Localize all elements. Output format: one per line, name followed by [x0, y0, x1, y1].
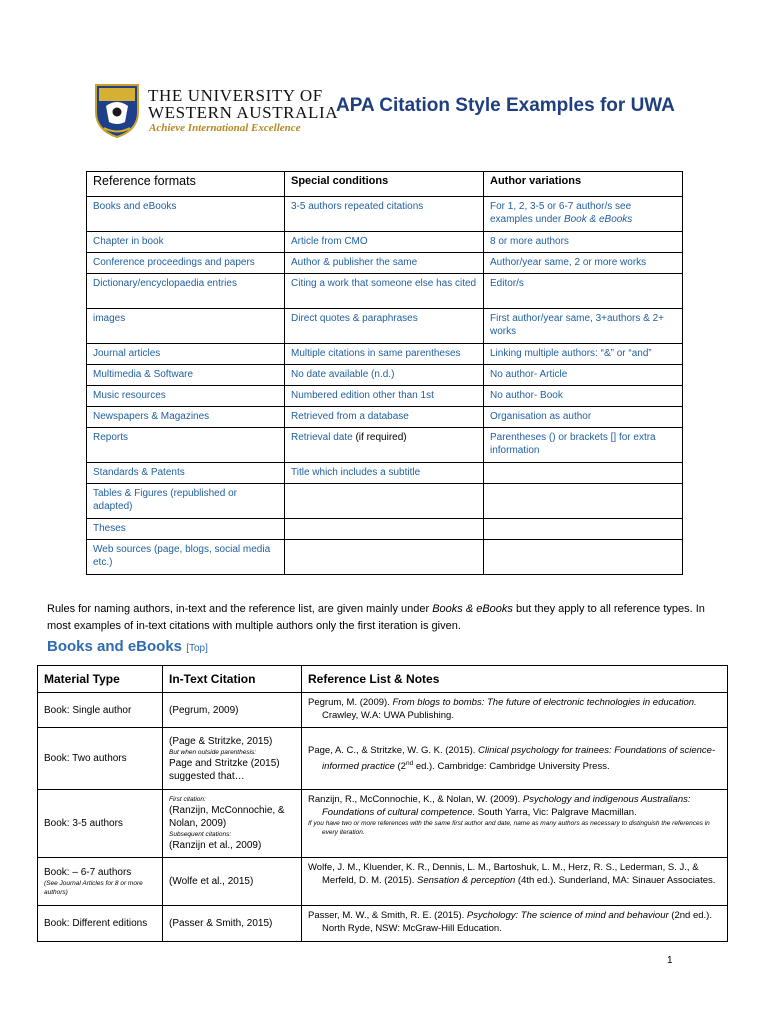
material-type-text: Book: – 6-7 authors — [44, 867, 132, 878]
table-row — [87, 309, 683, 344]
citation-text: (Page & Stritzke, 2015) — [169, 735, 273, 747]
reference-entry — [302, 693, 728, 728]
format-link[interactable]: Tables & Figures (republished or adapted) — [87, 484, 285, 519]
paragraph-italic-text: Books & eBooks — [432, 603, 513, 615]
table-row — [87, 365, 683, 386]
reference-title: Psychology: The science of mind and behaviour — [466, 910, 669, 921]
condition-link[interactable]: Article from CMO — [285, 232, 484, 253]
empty-cell — [285, 484, 484, 519]
table-row — [38, 790, 728, 858]
section-heading — [47, 638, 208, 655]
section-heading-text: Books and eBooks — [47, 638, 183, 655]
column-header: In-Text Citation — [163, 666, 302, 693]
table-header-row — [87, 172, 683, 197]
citation-note: But when outside parenthesis: — [169, 748, 257, 756]
in-text-citation: (Pegrum, 2009) — [163, 693, 302, 728]
reference-text: (4th ed.). Sunderland, MA: Sinauer Associates. — [515, 875, 716, 886]
table-row — [38, 858, 728, 906]
table-row — [87, 253, 683, 274]
table-row — [38, 693, 728, 728]
author-variation-link[interactable]: Author/year same, 2 or more works — [484, 253, 683, 274]
reference-entry — [302, 790, 728, 858]
format-link[interactable]: images — [87, 309, 285, 344]
empty-cell — [484, 463, 683, 484]
empty-cell — [484, 484, 683, 519]
author-variation-link[interactable]: No author- Book — [484, 386, 683, 407]
table-row — [87, 274, 683, 309]
condition-link[interactable]: Retrieved from a database — [285, 407, 484, 428]
material-type: Book: 3-5 authors — [38, 790, 163, 858]
reference-text: South Yarra, Vic: Palgrave Macmillan. — [475, 807, 637, 818]
paragraph-text: but they apply to all reference types. In most examples of in-text citations with multiple authors only the first iteration is given. — [47, 603, 705, 632]
format-link[interactable]: Standards & Patents — [87, 463, 285, 484]
material-type-note: (See Journal Articles for 8 or more authors) — [44, 880, 143, 896]
condition-link[interactable]: Numbered edition other than 1st — [285, 386, 484, 407]
reference-superscript: nd — [405, 759, 414, 767]
author-variation-link[interactable]: Linking multiple authors: “&” or “and” — [484, 344, 683, 365]
cell-text: For 1, 2, 3-5 or 6-7 author/s see examples under — [490, 201, 632, 225]
reference-title: From blogs to bombs: The future of electronic technologies in education. — [392, 697, 697, 708]
author-variation-link[interactable]: Parentheses () or brackets [] for extra information — [484, 428, 683, 463]
material-type: Book: Two authors — [38, 728, 163, 790]
citation-text: (Ranzijn, McConnochie, & Nolan, 2009) — [169, 805, 285, 829]
empty-cell — [484, 540, 683, 575]
paragraph-text: Rules for naming authors, in-text and the reference list, are given mainly under — [47, 603, 433, 615]
format-link[interactable]: Reports — [87, 428, 285, 463]
column-header: Material Type — [38, 666, 163, 693]
table-row — [87, 197, 683, 232]
table-row — [87, 232, 683, 253]
condition-link[interactable]: Title which includes a subtitle — [285, 463, 484, 484]
reference-text: (2nd ed.). North Ryde, NSW: McGraw-Hill Education. — [322, 910, 712, 934]
reference-text: ed.). Cambridge: Cambridge University Press. — [413, 761, 610, 773]
empty-cell — [484, 519, 683, 540]
reference-entry — [302, 728, 728, 790]
reference-title: Psychology and indigenous Australians: Foundations of cultural competence. — [322, 794, 691, 818]
format-link[interactable]: Journal articles — [87, 344, 285, 365]
reference-note: If you have two or more references with the same first author and date, name as many authors as necessary to distinguish the references in every iteration. — [308, 820, 710, 836]
reference-text: Passer, M. W., & Smith, R. E. (2015). — [308, 910, 467, 921]
in-text-citation — [163, 728, 302, 790]
table-row — [38, 728, 728, 790]
column-header: Reference formats — [87, 172, 285, 197]
reference-formats-table — [86, 171, 683, 575]
citation-text: Page and Stritzke (2015) suggested that… — [169, 757, 280, 782]
table-row — [87, 463, 683, 484]
format-link[interactable]: Newspapers & Magazines — [87, 407, 285, 428]
format-link[interactable]: Web sources (page, blogs, social media etc.) — [87, 540, 285, 575]
author-variation-link[interactable]: Editor/s — [484, 274, 683, 309]
document-title: APA Citation Style Examples for UWA — [336, 95, 675, 116]
format-link[interactable]: Chapter in book — [87, 232, 285, 253]
rules-paragraph — [47, 601, 727, 635]
reference-text: (2 — [394, 761, 406, 773]
format-link[interactable]: Music resources — [87, 386, 285, 407]
format-link[interactable]: Conference proceedings and papers — [87, 253, 285, 274]
reference-text: Wolfe, J. M., Kluender, K. R., Dennis, L. M., Bartoshuk, L. M., Herz, R. S., Lederman, S. J., & Merfeld, D. M. (2015). — [308, 862, 699, 886]
in-text-citation — [163, 790, 302, 858]
condition-link[interactable]: Direct quotes & paraphrases — [285, 309, 484, 344]
cell-italic-text: Book & eBooks — [563, 214, 633, 225]
author-variation-link[interactable] — [484, 197, 683, 232]
condition-link[interactable]: Author & publisher the same — [285, 253, 484, 274]
reference-title: Clinical psychology for trainees: Foundations of science-informed practice — [322, 744, 716, 773]
table-row — [87, 519, 683, 540]
in-text-citation: (Wolfe et al., 2015) — [163, 858, 302, 906]
top-link[interactable]: [Top] — [186, 643, 208, 654]
reference-text: Page, A. C., & Stritzke, W. G. K. (2015). — [308, 744, 479, 756]
cell-note-text: (if required) — [352, 432, 407, 443]
table-row — [87, 386, 683, 407]
table-row — [87, 484, 683, 519]
university-name-line2: WESTERN AUSTRALIA — [148, 103, 339, 122]
empty-cell — [285, 519, 484, 540]
condition-link[interactable] — [285, 428, 484, 463]
page-number: 1 — [667, 955, 673, 966]
column-header: Reference List & Notes — [302, 666, 728, 693]
reference-text: Crawley, W.A: UWA Publishing. — [322, 710, 454, 721]
author-variation-link[interactable]: 8 or more authors — [484, 232, 683, 253]
university-motto: Achieve International Excellence — [149, 122, 301, 134]
reference-text: Ranzijn, R., McConnochie, K., & Nolan, W. (2009). — [308, 794, 523, 805]
reference-entry — [302, 858, 728, 906]
empty-cell — [285, 540, 484, 575]
in-text-citation: (Passer & Smith, 2015) — [163, 906, 302, 942]
author-variation-link[interactable]: First author/year same, 3+authors & 2+ works — [484, 309, 683, 344]
table-row — [87, 407, 683, 428]
material-type: Book: Single author — [38, 693, 163, 728]
author-variation-link[interactable]: Organisation as author — [484, 407, 683, 428]
material-type: Book: Different editions — [38, 906, 163, 942]
university-crest-logo — [92, 82, 142, 138]
citation-note: First citation: — [169, 796, 206, 803]
format-link[interactable]: Theses — [87, 519, 285, 540]
table-row — [87, 428, 683, 463]
condition-link[interactable]: Multiple citations in same parentheses — [285, 344, 484, 365]
format-link[interactable]: Multimedia & Software — [87, 365, 285, 386]
university-name-line1: THE UNIVERSITY OF — [148, 86, 323, 105]
citation-text: (Ranzijn et al., 2009) — [169, 840, 262, 851]
books-citation-table — [37, 665, 728, 942]
reference-entry — [302, 906, 728, 942]
table-row — [87, 344, 683, 365]
citation-note: Subsequent citations: — [169, 831, 232, 838]
reference-text: Pegrum, M. (2009). — [308, 697, 393, 708]
table-header-row — [38, 666, 728, 693]
author-variation-link[interactable]: No author- Article — [484, 365, 683, 386]
format-link[interactable]: Books and eBooks — [87, 197, 285, 232]
reference-title: Sensation & perception — [417, 875, 516, 886]
material-type — [38, 858, 163, 906]
column-header: Special conditions — [285, 172, 484, 197]
format-link[interactable]: Dictionary/encyclopaedia entries — [87, 274, 285, 309]
condition-link[interactable]: Citing a work that someone else has cited — [285, 274, 484, 309]
condition-link[interactable]: 3-5 authors repeated citations — [285, 197, 484, 232]
condition-link[interactable]: No date available (n.d.) — [285, 365, 484, 386]
cell-text: Retrieval date — [291, 432, 353, 443]
table-row — [87, 540, 683, 575]
table-row — [38, 906, 728, 942]
column-header: Author variations — [484, 172, 683, 197]
